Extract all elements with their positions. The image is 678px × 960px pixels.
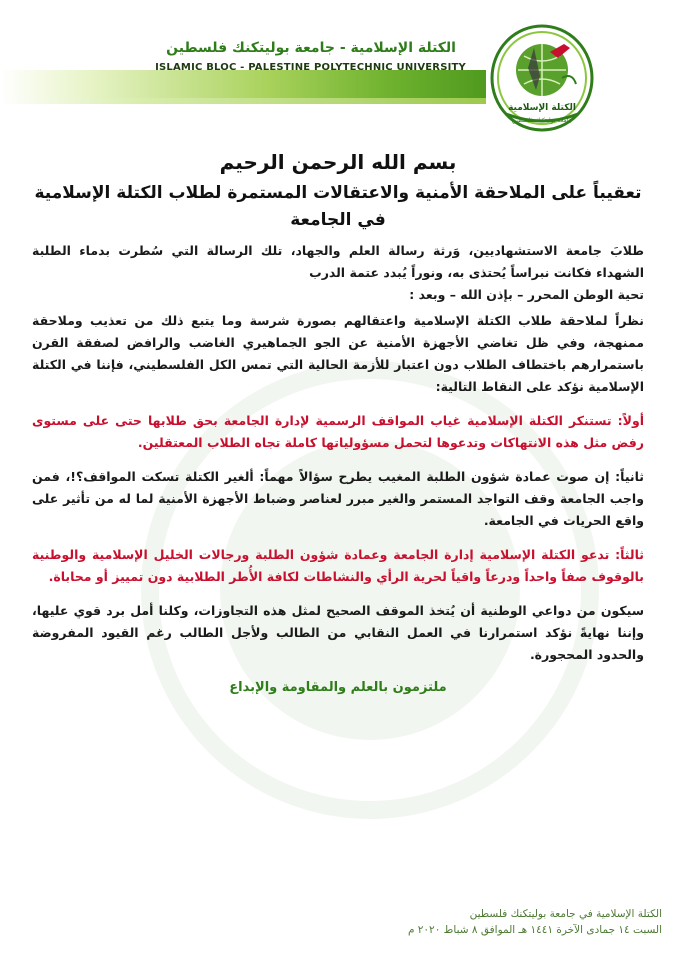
footer [262,906,662,938]
basmala: بسم الله الرحمن الرحيم [219,150,457,174]
logo-text: الكتلة الإسلامية [508,103,576,113]
point-three: ثالثاً: تدعو الكتلة الإسلامية إدارة الجامعة وعمادة شؤون الطلبة ورجالات الخليل الإسلامية والوطنية بالوقوف صفاً واحداً ودرعاً واقياً لحرية الرأي والنشاطات لكافة الأُطر الطلابية دون تمييز أو محاباة. [32,547,644,584]
point-one: أولاً: تستنكر الكتلة الإسلامية غياب المواقف الرسمية لإدارة الجامعة بحق طلابها حتى على مستوى رفض مثل هذه الانتهاكات وتدعوها لتحمل مسؤولياتها كاملة تجاه الطلاب المعتقلين. [32,413,644,450]
title-line-1: تعقيباً على الملاحقة الأمنية والاعتقالات المستمرة لطلاب الكتلة الإسلامية [34,183,642,203]
document-body [32,150,644,695]
letterhead-arabic-title: الكتلة الإسلامية - جامعة بوليتكنك فلسطين [166,40,456,56]
logo-subtext: جامعة بوليتكنك فلسطين [511,117,573,124]
intro-paragraph: نظراً لملاحقة طلاب الكتلة الإسلامية واعتقالهم بصورة شرسة وما يتبع ذلك من تعذيب وملاحقة ممنهجة، وفي ظل تغاضي الأجهزة الأمنية عن الجو الجماهيري الغاضب والرافض لصفقة القرن باستمرارهم باختطاف الطلاب دون اعتبار للأزمة الحالية التي تمس الكل الفلسطيني، فإننا في الكتلة الإسلامية نؤكد على النقاط التالية: [32,313,644,394]
islamic-bloc-logo-icon [484,18,600,146]
footer-org: الكتلة الإسلامية في جامعة بوليتكنك فلسطين [469,908,662,920]
closing-paragraph: سيكون من دواعي الوطنية أن يُتخذ الموقف الصحيح لمثل هذه التجاوزات، وكلنا أمل برد قوي عليها، وإننا نهايةً نؤكد استمرارنا في العمل النقابي من الطالب ولأجل الطالب رغم القيود المفروضة والحدود المحجورة. [32,603,644,662]
document-title [32,180,644,234]
green-band-lower [0,98,486,104]
title-line-2: في الجامعة [290,210,386,230]
footer-date: السبت ١٤ جمادى الآخرة ١٤٤١ هـ الموافق ٨ شباط ٢٠٢٠ م [407,924,662,936]
greeting-paragraph: طلابَ جامعة الاستشهاديين، وَرثة رسالة العلم والجهاد، تلك الرسالة التي سُطرت بدماء الطلبة الشهداء فكانت نبراساً يُحتذى به، ونوراً يُبدد عتمة الدرب [32,243,644,280]
point-two: ثانياً: إن صوت عمادة شؤون الطلبة المغيب يطرح سؤالاً مهماً: ألغير الكتلة تسكت المواقف؟!، فمن واجب الجامعة وقف التواجد المستمر والغير مبرر لعناصر وضباط الأجهزة الأمنية لما له من تأثير على واقع الحريات في الجامعة. [32,469,644,528]
signoff-slogan: ملتزمون بالعلم والمقاومة والإبداع [229,680,447,695]
salutation: تحية الوطن المحرر – بإذن الله – وبعد : [409,287,644,302]
green-band [0,70,486,98]
letterhead-english-title: ISLAMIC BLOC - PALESTINE POLYTECHNIC UNIVERSITY [155,62,466,73]
letterhead [0,0,678,150]
